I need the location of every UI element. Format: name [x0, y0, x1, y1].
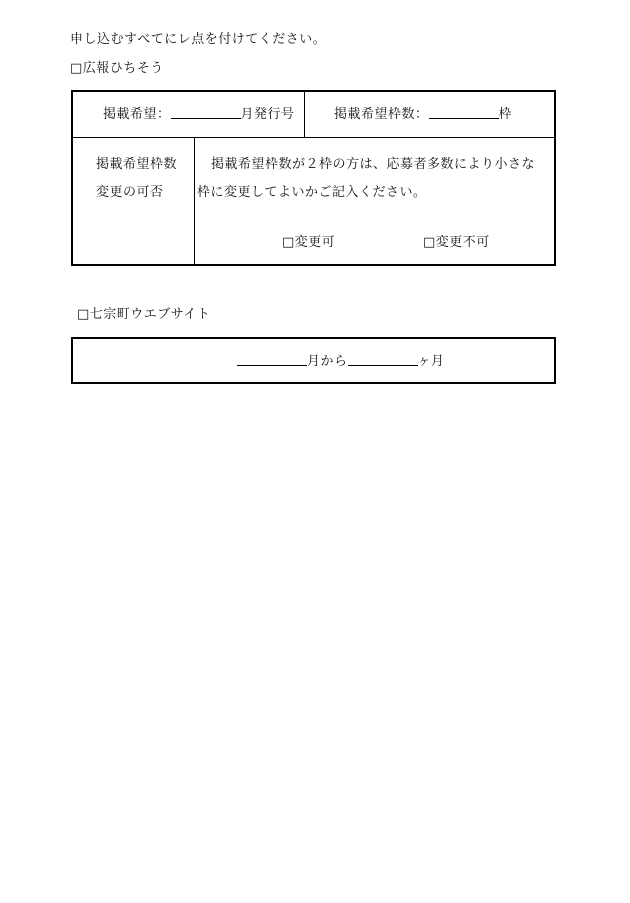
- table-col-divider-bottom: [194, 137, 195, 264]
- start-month-blank[interactable]: [237, 353, 307, 366]
- option-change-allowed[interactable]: □変更可: [282, 235, 336, 250]
- instruction-text: 申し込むすべてにレ点を付けてください。: [70, 32, 327, 47]
- frames-suffix: 枠: [498, 107, 513, 122]
- website-period-cell: [237, 353, 445, 370]
- months-count-blank[interactable]: [348, 353, 418, 366]
- option-change-not-allowed[interactable]: □変更不可: [423, 235, 490, 250]
- frames-prefix: 掲載希望枠数：: [334, 107, 429, 122]
- table-col-divider-top: [304, 92, 305, 137]
- months-suffix: ヶ月: [417, 354, 445, 369]
- frames-count-blank[interactable]: [429, 106, 499, 119]
- frames-count-cell: [334, 106, 512, 123]
- issue-month-cell: [103, 106, 295, 123]
- issue-month-blank[interactable]: [171, 106, 241, 119]
- checkbox-koho-hichiso[interactable]: □広報ひちそう: [70, 61, 164, 76]
- change-label-line2: 変更の可否: [96, 185, 164, 200]
- from-suffix: 月から: [307, 354, 348, 369]
- checkbox-website[interactable]: □七宗町ウエブサイト: [77, 307, 211, 322]
- table-row-divider: [73, 137, 554, 138]
- change-label-line1: 掲載希望枠数: [96, 157, 178, 172]
- change-text-line2: 枠に変更してよいかご記入ください。: [197, 185, 427, 200]
- issue-suffix: 月発行号: [240, 107, 295, 122]
- issue-prefix: 掲載希望：: [103, 107, 171, 122]
- change-text-line1: 掲載希望枠数が２枠の方は、応募者多数により小さな: [211, 157, 536, 172]
